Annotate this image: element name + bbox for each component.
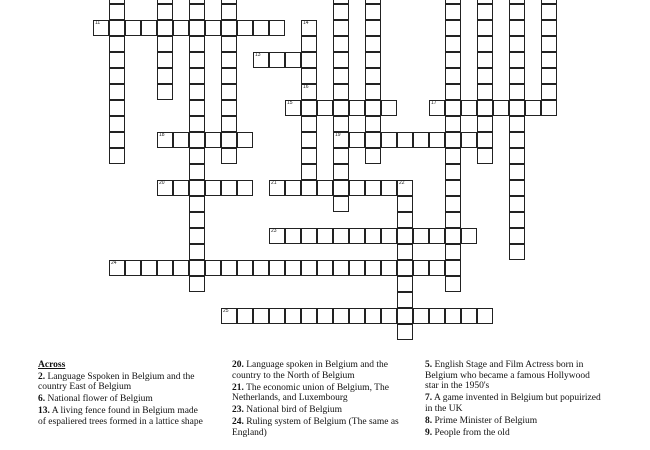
grid-cell[interactable] bbox=[237, 260, 253, 276]
clue-item bbox=[38, 372, 208, 393]
grid-cell[interactable] bbox=[445, 276, 461, 292]
grid-cell[interactable] bbox=[365, 132, 381, 148]
across-header: Across bbox=[38, 360, 66, 370]
grid-cell[interactable] bbox=[189, 244, 205, 260]
clue-item bbox=[425, 393, 605, 414]
grid-cell[interactable] bbox=[541, 4, 557, 20]
grid-cell[interactable] bbox=[477, 4, 493, 20]
grid-cell[interactable] bbox=[541, 20, 557, 36]
cell-number: 20 bbox=[159, 180, 165, 186]
grid-cell[interactable] bbox=[205, 260, 221, 276]
grid-cell[interactable] bbox=[109, 68, 125, 84]
grid-cell[interactable] bbox=[189, 260, 205, 276]
grid-cell[interactable] bbox=[285, 260, 301, 276]
grid-cell[interactable] bbox=[397, 196, 413, 212]
grid-cell[interactable] bbox=[189, 276, 205, 292]
grid-cell[interactable] bbox=[221, 132, 237, 148]
clue-item bbox=[38, 394, 208, 405]
grid-cell[interactable] bbox=[269, 308, 285, 324]
grid-cell[interactable] bbox=[333, 164, 349, 180]
grid-cell[interactable] bbox=[221, 100, 237, 116]
grid-cell[interactable] bbox=[509, 180, 525, 196]
grid-cell[interactable] bbox=[221, 308, 237, 324]
grid-cell[interactable] bbox=[189, 148, 205, 164]
grid-cell[interactable] bbox=[365, 148, 381, 164]
grid-cell[interactable] bbox=[317, 100, 333, 116]
grid-cell[interactable] bbox=[157, 180, 173, 196]
grid-cell[interactable] bbox=[285, 308, 301, 324]
grid-cell[interactable] bbox=[237, 20, 253, 36]
grid-cell[interactable] bbox=[269, 260, 285, 276]
grid-cell[interactable] bbox=[157, 260, 173, 276]
grid-cell[interactable] bbox=[333, 52, 349, 68]
grid-cell[interactable] bbox=[333, 260, 349, 276]
grid-cell[interactable] bbox=[333, 36, 349, 52]
clue-number: 9. bbox=[425, 427, 433, 438]
grid-cell[interactable] bbox=[333, 148, 349, 164]
grid-cell[interactable] bbox=[301, 228, 317, 244]
grid-cell[interactable] bbox=[285, 228, 301, 244]
grid-cell[interactable] bbox=[509, 116, 525, 132]
clue-column-1 bbox=[38, 360, 208, 429]
grid-cell[interactable] bbox=[109, 260, 125, 276]
grid-cell[interactable] bbox=[365, 116, 381, 132]
grid-cell[interactable] bbox=[525, 100, 541, 116]
cell-number: 19 bbox=[335, 132, 341, 138]
cell-number: 17 bbox=[431, 100, 437, 106]
grid-cell[interactable] bbox=[269, 20, 285, 36]
grid-cell[interactable] bbox=[509, 228, 525, 244]
grid-cell[interactable] bbox=[413, 260, 429, 276]
clue-item bbox=[38, 406, 208, 427]
grid-cell[interactable] bbox=[333, 180, 349, 196]
grid-cell[interactable] bbox=[109, 4, 125, 20]
grid-cell[interactable] bbox=[509, 148, 525, 164]
grid-cell[interactable] bbox=[157, 52, 173, 68]
grid-cell[interactable] bbox=[509, 52, 525, 68]
grid-cell[interactable] bbox=[477, 84, 493, 100]
grid-cell[interactable] bbox=[429, 308, 445, 324]
clue-item bbox=[232, 383, 402, 404]
clue-number: 13. bbox=[38, 406, 50, 416]
grid-cell[interactable] bbox=[301, 260, 317, 276]
clue-item bbox=[232, 405, 402, 416]
grid-cell[interactable] bbox=[381, 308, 397, 324]
grid-cell[interactable] bbox=[397, 244, 413, 260]
grid-cell[interactable] bbox=[445, 68, 461, 84]
grid-cell[interactable] bbox=[93, 20, 109, 36]
grid-cell[interactable] bbox=[189, 180, 205, 196]
grid-cell[interactable] bbox=[285, 180, 301, 196]
grid-cell[interactable] bbox=[221, 180, 237, 196]
grid-cell[interactable] bbox=[365, 52, 381, 68]
clue-number: 24. bbox=[232, 417, 244, 427]
grid-cell[interactable] bbox=[349, 100, 365, 116]
grid-cell[interactable] bbox=[477, 132, 493, 148]
grid-cell[interactable] bbox=[157, 68, 173, 84]
grid-cell[interactable] bbox=[189, 20, 205, 36]
grid-cell[interactable] bbox=[269, 180, 285, 196]
grid-cell[interactable] bbox=[253, 308, 269, 324]
grid-cell[interactable] bbox=[397, 276, 413, 292]
grid-cell[interactable] bbox=[189, 228, 205, 244]
grid-cell[interactable] bbox=[509, 196, 525, 212]
cell-number: 14 bbox=[303, 20, 309, 26]
grid-cell[interactable] bbox=[461, 132, 477, 148]
grid-cell[interactable] bbox=[365, 20, 381, 36]
cell-number: 16 bbox=[303, 84, 309, 90]
cell-number: 13 bbox=[255, 52, 261, 58]
grid-cell[interactable] bbox=[333, 116, 349, 132]
cell-number: 24 bbox=[111, 260, 117, 266]
grid-cell[interactable] bbox=[125, 260, 141, 276]
grid-cell[interactable] bbox=[157, 4, 173, 20]
grid-cell[interactable] bbox=[365, 36, 381, 52]
grid-cell[interactable] bbox=[349, 132, 365, 148]
clue-number: 5. bbox=[425, 360, 433, 370]
clue-column-3 bbox=[425, 360, 605, 440]
clue-text: Prime Minister of Belgium bbox=[434, 415, 538, 426]
grid-cell[interactable] bbox=[285, 52, 301, 68]
grid-cell[interactable] bbox=[221, 148, 237, 164]
cell-number: 23 bbox=[271, 228, 277, 234]
grid-cell[interactable] bbox=[221, 260, 237, 276]
grid-cell[interactable] bbox=[189, 36, 205, 52]
cell-number: 22 bbox=[399, 180, 405, 186]
grid-cell[interactable] bbox=[157, 84, 173, 100]
grid-cell[interactable] bbox=[221, 116, 237, 132]
grid-cell[interactable] bbox=[301, 116, 317, 132]
clue-item bbox=[232, 360, 402, 381]
grid-cell[interactable] bbox=[477, 68, 493, 84]
grid-cell[interactable] bbox=[189, 164, 205, 180]
grid-cell[interactable] bbox=[317, 180, 333, 196]
grid-cell[interactable] bbox=[541, 68, 557, 84]
grid-cell[interactable] bbox=[477, 100, 493, 116]
grid-cell[interactable] bbox=[365, 100, 381, 116]
grid-cell[interactable] bbox=[397, 324, 413, 340]
grid-cell[interactable] bbox=[205, 20, 221, 36]
grid-cell[interactable] bbox=[477, 20, 493, 36]
grid-cell[interactable] bbox=[333, 308, 349, 324]
grid-cell[interactable] bbox=[301, 132, 317, 148]
grid-cell[interactable] bbox=[301, 308, 317, 324]
grid-cell[interactable] bbox=[205, 132, 221, 148]
grid-cell[interactable] bbox=[445, 260, 461, 276]
grid-cell[interactable] bbox=[541, 100, 557, 116]
grid-cell[interactable] bbox=[301, 180, 317, 196]
grid-cell[interactable] bbox=[445, 180, 461, 196]
grid-cell[interactable] bbox=[445, 116, 461, 132]
grid-cell[interactable] bbox=[189, 196, 205, 212]
grid-cell[interactable] bbox=[365, 308, 381, 324]
clue-item bbox=[425, 360, 605, 392]
grid-cell[interactable] bbox=[125, 20, 141, 36]
grid-cell[interactable] bbox=[301, 100, 317, 116]
grid-cell[interactable] bbox=[317, 260, 333, 276]
grid-cell[interactable] bbox=[429, 260, 445, 276]
grid-cell[interactable] bbox=[109, 84, 125, 100]
grid-cell[interactable] bbox=[237, 308, 253, 324]
grid-cell[interactable] bbox=[285, 100, 301, 116]
grid-cell[interactable] bbox=[397, 292, 413, 308]
grid-cell[interactable] bbox=[397, 260, 413, 276]
clue-text: A living fence found in Belgium made of espaliered trees formed in a lattice shape bbox=[38, 406, 203, 427]
grid-cell[interactable] bbox=[445, 52, 461, 68]
clue-text: National bird of Belgium bbox=[246, 405, 343, 415]
grid-cell[interactable] bbox=[509, 84, 525, 100]
grid-cell[interactable] bbox=[333, 68, 349, 84]
grid-cell[interactable] bbox=[301, 148, 317, 164]
grid-cell[interactable] bbox=[445, 148, 461, 164]
grid-cell[interactable] bbox=[221, 68, 237, 84]
grid-cell[interactable] bbox=[221, 36, 237, 52]
grid-cell[interactable] bbox=[397, 308, 413, 324]
clue-text: People from the old bbox=[434, 427, 510, 438]
grid-cell[interactable] bbox=[461, 100, 477, 116]
grid-cell[interactable] bbox=[397, 180, 413, 196]
grid-cell[interactable] bbox=[397, 228, 413, 244]
clue-number: 7. bbox=[425, 393, 433, 403]
clue-text: Language spoken in Belgium and the country to the North of Belgium bbox=[232, 360, 388, 381]
clue-number: 2. bbox=[38, 371, 46, 382]
grid-cell[interactable] bbox=[221, 4, 237, 20]
grid-cell[interactable] bbox=[509, 4, 525, 20]
grid-cell[interactable] bbox=[301, 84, 317, 100]
grid-cell[interactable] bbox=[477, 52, 493, 68]
grid-cell[interactable] bbox=[157, 36, 173, 52]
grid-cell[interactable] bbox=[541, 52, 557, 68]
grid-cell[interactable] bbox=[365, 68, 381, 84]
grid-cell[interactable] bbox=[429, 228, 445, 244]
clue-text: Ruling system of Belgium (The same as England) bbox=[232, 417, 399, 438]
grid-cell[interactable] bbox=[413, 228, 429, 244]
grid-cell[interactable] bbox=[173, 132, 189, 148]
grid-cell[interactable] bbox=[317, 228, 333, 244]
grid-cell[interactable] bbox=[221, 20, 237, 36]
grid-cell[interactable] bbox=[141, 20, 157, 36]
grid-cell[interactable] bbox=[429, 132, 445, 148]
grid-cell[interactable] bbox=[109, 116, 125, 132]
grid-cell[interactable] bbox=[333, 4, 349, 20]
grid-cell[interactable] bbox=[477, 308, 493, 324]
grid-cell[interactable] bbox=[269, 228, 285, 244]
grid-cell[interactable] bbox=[301, 52, 317, 68]
grid-cell[interactable] bbox=[173, 180, 189, 196]
grid-cell[interactable] bbox=[317, 308, 333, 324]
clue-item bbox=[232, 417, 402, 438]
grid-cell[interactable] bbox=[189, 116, 205, 132]
grid-cell[interactable] bbox=[477, 148, 493, 164]
grid-cell[interactable] bbox=[397, 212, 413, 228]
clue-list bbox=[0, 360, 650, 450]
grid-cell[interactable] bbox=[173, 20, 189, 36]
grid-cell[interactable] bbox=[109, 148, 125, 164]
grid-cell[interactable] bbox=[269, 52, 285, 68]
grid-cell[interactable] bbox=[365, 4, 381, 20]
clue-item bbox=[425, 428, 605, 439]
clue-text: National flower of Belgium bbox=[47, 394, 153, 404]
grid-cell[interactable] bbox=[253, 260, 269, 276]
grid-cell[interactable] bbox=[365, 84, 381, 100]
grid-cell[interactable] bbox=[413, 308, 429, 324]
grid-cell[interactable] bbox=[189, 4, 205, 20]
grid-cell[interactable] bbox=[253, 20, 269, 36]
grid-cell[interactable] bbox=[189, 52, 205, 68]
grid-cell[interactable] bbox=[509, 164, 525, 180]
grid-cell[interactable] bbox=[221, 52, 237, 68]
grid-cell[interactable] bbox=[445, 132, 461, 148]
grid-cell[interactable] bbox=[381, 100, 397, 116]
grid-cell[interactable] bbox=[445, 308, 461, 324]
clue-text: English Stage and Film Actress born in Belgium who became a famous Hollywood star in the 1950's bbox=[425, 360, 590, 391]
grid-cell[interactable] bbox=[509, 36, 525, 52]
grid-cell[interactable] bbox=[109, 36, 125, 52]
grid-cell[interactable] bbox=[237, 132, 253, 148]
grid-cell[interactable] bbox=[509, 68, 525, 84]
grid-cell[interactable] bbox=[381, 260, 397, 276]
grid-cell[interactable] bbox=[413, 132, 429, 148]
grid-cell[interactable] bbox=[301, 164, 317, 180]
grid-cell[interactable] bbox=[445, 4, 461, 20]
grid-cell[interactable] bbox=[109, 100, 125, 116]
grid-cell[interactable] bbox=[301, 36, 317, 52]
grid-cell[interactable] bbox=[381, 180, 397, 196]
grid-cell[interactable] bbox=[477, 36, 493, 52]
cell-number: 25 bbox=[223, 308, 229, 314]
clue-number: 8. bbox=[425, 415, 433, 426]
grid-cell[interactable] bbox=[445, 84, 461, 100]
grid-cell[interactable] bbox=[301, 68, 317, 84]
grid-cell[interactable] bbox=[445, 196, 461, 212]
grid-cell[interactable] bbox=[333, 132, 349, 148]
clue-column-2 bbox=[232, 360, 402, 440]
grid-cell[interactable] bbox=[349, 308, 365, 324]
grid-cell[interactable] bbox=[349, 228, 365, 244]
grid-cell[interactable] bbox=[445, 244, 461, 260]
grid-cell[interactable] bbox=[493, 100, 509, 116]
grid-cell[interactable] bbox=[509, 132, 525, 148]
clue-number: 20. bbox=[232, 360, 244, 370]
grid-cell[interactable] bbox=[349, 260, 365, 276]
grid-cell[interactable] bbox=[333, 20, 349, 36]
cell-number: 18 bbox=[159, 132, 165, 138]
clue-text: Language Sspoken in Belgium and the country East of Belgium bbox=[38, 371, 195, 392]
cell-number: 21 bbox=[271, 180, 277, 186]
grid-cell[interactable] bbox=[445, 100, 461, 116]
grid-cell[interactable] bbox=[445, 36, 461, 52]
cell-number: 15 bbox=[287, 100, 293, 106]
grid-cell[interactable] bbox=[509, 212, 525, 228]
grid-cell[interactable] bbox=[509, 244, 525, 260]
grid-cell[interactable] bbox=[333, 228, 349, 244]
grid-cell[interactable] bbox=[301, 20, 317, 36]
grid-cell[interactable] bbox=[541, 36, 557, 52]
grid-cell[interactable] bbox=[365, 180, 381, 196]
grid-cell[interactable] bbox=[157, 20, 173, 36]
grid-cell[interactable] bbox=[509, 100, 525, 116]
grid-cell[interactable] bbox=[349, 180, 365, 196]
grid-cell[interactable] bbox=[189, 212, 205, 228]
grid-cell[interactable] bbox=[365, 228, 381, 244]
clue-number: 23. bbox=[232, 405, 244, 415]
grid-cell[interactable] bbox=[541, 84, 557, 100]
grid-cell[interactable] bbox=[429, 100, 445, 116]
grid-cell[interactable] bbox=[445, 212, 461, 228]
grid-cell[interactable] bbox=[381, 228, 397, 244]
grid-cell[interactable] bbox=[221, 84, 237, 100]
grid-cell[interactable] bbox=[445, 20, 461, 36]
grid-cell[interactable] bbox=[205, 180, 221, 196]
grid-cell[interactable] bbox=[253, 52, 269, 68]
grid-cell[interactable] bbox=[189, 68, 205, 84]
grid-cell[interactable] bbox=[461, 228, 477, 244]
grid-cell[interactable] bbox=[381, 132, 397, 148]
grid-cell[interactable] bbox=[333, 100, 349, 116]
clue-text: A game invented in Belgium but popuirized in the UK bbox=[425, 393, 601, 414]
grid-cell[interactable] bbox=[109, 52, 125, 68]
grid-cell[interactable] bbox=[109, 20, 125, 36]
grid-cell[interactable] bbox=[157, 132, 173, 148]
grid-cell[interactable] bbox=[445, 228, 461, 244]
grid-cell[interactable] bbox=[333, 196, 349, 212]
grid-cell[interactable] bbox=[509, 20, 525, 36]
clue-number: 6. bbox=[38, 394, 46, 404]
grid-cell[interactable] bbox=[445, 164, 461, 180]
cell-number: 11 bbox=[95, 20, 101, 26]
grid-cell[interactable] bbox=[109, 132, 125, 148]
grid-cell[interactable] bbox=[237, 180, 253, 196]
clue-number: 21. bbox=[232, 382, 244, 393]
grid-cell[interactable] bbox=[477, 116, 493, 132]
grid-cell[interactable] bbox=[397, 132, 413, 148]
grid-cell[interactable] bbox=[365, 260, 381, 276]
grid-cell[interactable] bbox=[333, 84, 349, 100]
clue-text: The economic union of Belgium, The Netherlands, and Luxembourg bbox=[232, 382, 389, 403]
grid-cell[interactable] bbox=[173, 260, 189, 276]
grid-cell[interactable] bbox=[189, 132, 205, 148]
clue-item bbox=[425, 416, 605, 427]
grid-cell[interactable] bbox=[141, 260, 157, 276]
grid-cell[interactable] bbox=[189, 100, 205, 116]
grid-cell[interactable] bbox=[461, 308, 477, 324]
grid-cell[interactable] bbox=[189, 84, 205, 100]
